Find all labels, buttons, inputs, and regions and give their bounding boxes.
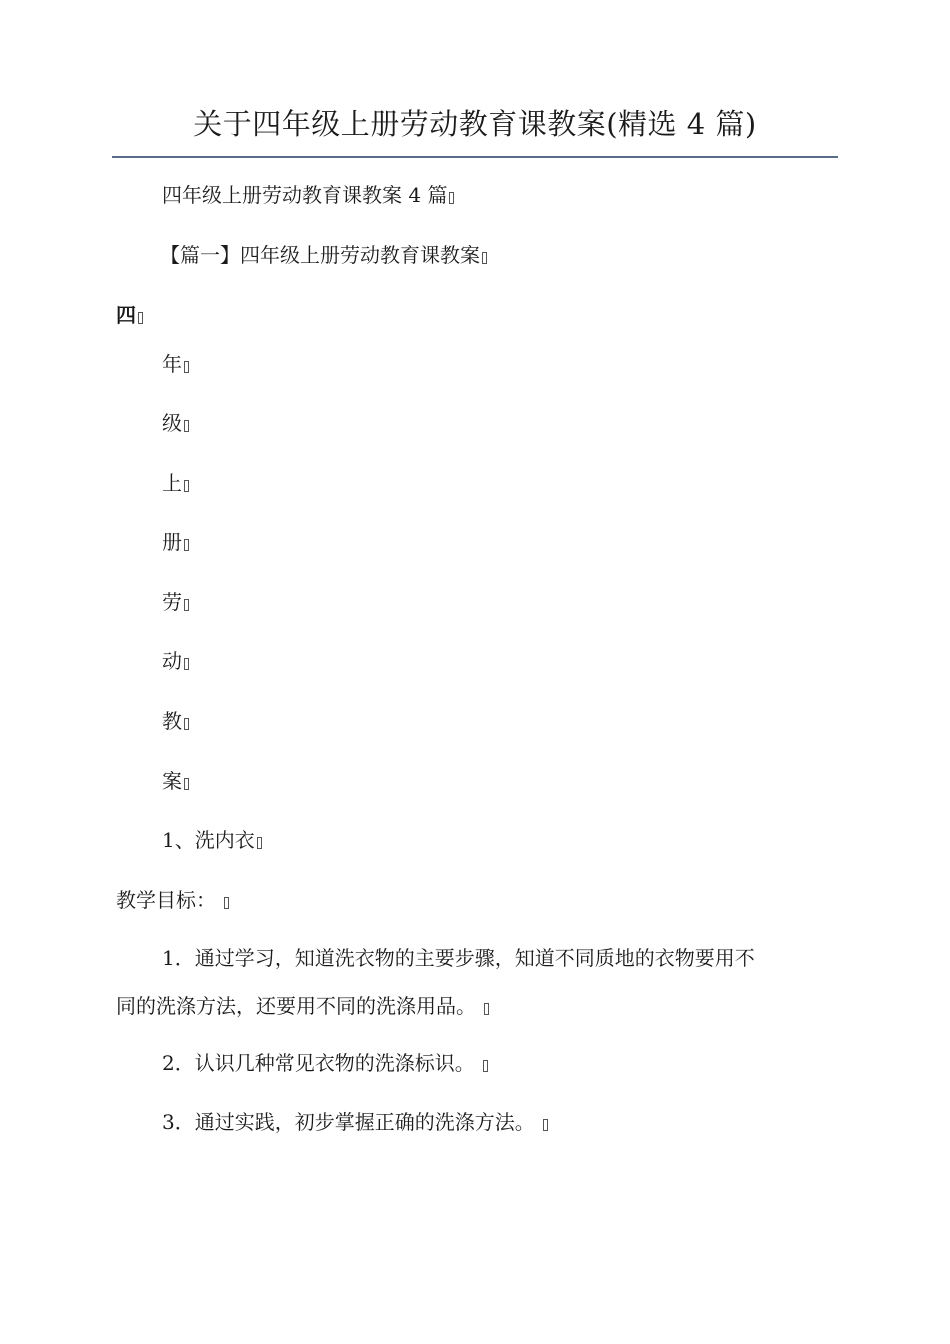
paragraph-mark-icon xyxy=(138,312,143,324)
vertical-char-text: 劳 xyxy=(162,590,182,614)
vertical-char-text: 级 xyxy=(162,411,182,435)
objective-3-text: 3．通过实践，初步掌握正确的洗涤方法。 xyxy=(162,1110,535,1134)
objective-3 xyxy=(162,1109,548,1135)
objective-1 xyxy=(116,945,826,1019)
objective-1-line2 xyxy=(116,993,826,1019)
paragraph-mark-icon xyxy=(184,599,189,611)
objectives-label-text: 教学目标： xyxy=(116,888,216,912)
vertical-char-7 xyxy=(162,708,189,734)
vertical-char-3 xyxy=(162,470,189,496)
vertical-char-text: 册 xyxy=(162,530,182,554)
paragraph-mark-icon xyxy=(184,539,189,551)
vertical-char-4 xyxy=(162,529,189,555)
paragraph-mark-icon xyxy=(483,1060,488,1072)
title-divider xyxy=(112,156,838,158)
vertical-char-0 xyxy=(116,302,143,328)
vertical-char-text: 动 xyxy=(162,649,182,673)
vertical-char-1 xyxy=(162,351,189,377)
paragraph-mark-icon xyxy=(184,658,189,670)
vertical-char-text: 年 xyxy=(162,352,182,376)
vertical-char-text: 上 xyxy=(162,471,182,495)
vertical-char-text: 案 xyxy=(162,769,182,793)
section-heading-text: 【篇一】四年级上册劳动教育课教案 xyxy=(160,243,480,267)
paragraph-mark-icon xyxy=(257,837,262,849)
section-heading xyxy=(160,242,487,268)
objective-1-line1: 1．通过学习，知道洗衣物的主要步骤，知道不同质地的衣物要用不 xyxy=(162,946,755,970)
objective-1-line2-text: 同的洗涤方法，还要用不同的洗涤用品。 xyxy=(116,994,476,1018)
document-title: 关于四年级上册劳动教育课教案(精选 4 篇) xyxy=(193,107,757,141)
lesson-title-text: 1、洗内衣 xyxy=(162,828,255,852)
paragraph-mark-icon xyxy=(482,252,487,264)
objectives-label xyxy=(116,887,229,913)
vertical-char-2 xyxy=(162,410,189,436)
vertical-char-6 xyxy=(162,648,189,674)
paragraph-mark-icon xyxy=(184,361,189,373)
intro-text: 四年级上册劳动教育课教案 4 篇 xyxy=(162,183,448,207)
vertical-char-text: 教 xyxy=(162,709,182,733)
lesson-title xyxy=(162,827,262,853)
vertical-char-8 xyxy=(162,768,189,794)
vertical-char-5 xyxy=(162,589,189,615)
paragraph-mark-icon xyxy=(184,778,189,790)
paragraph-mark-icon xyxy=(449,192,454,204)
objective-2-text: 2．认识几种常见衣物的洗涤标识。 xyxy=(162,1051,475,1075)
paragraph-mark-icon xyxy=(224,897,229,909)
paragraph-mark-icon xyxy=(184,718,189,730)
paragraph-mark-icon xyxy=(484,1003,489,1015)
paragraph-mark-icon xyxy=(184,420,189,432)
vertical-char-text: 四 xyxy=(116,303,136,327)
intro-line xyxy=(162,182,454,208)
objective-2 xyxy=(162,1050,488,1076)
paragraph-mark-icon xyxy=(543,1119,548,1131)
paragraph-mark-icon xyxy=(184,480,189,492)
